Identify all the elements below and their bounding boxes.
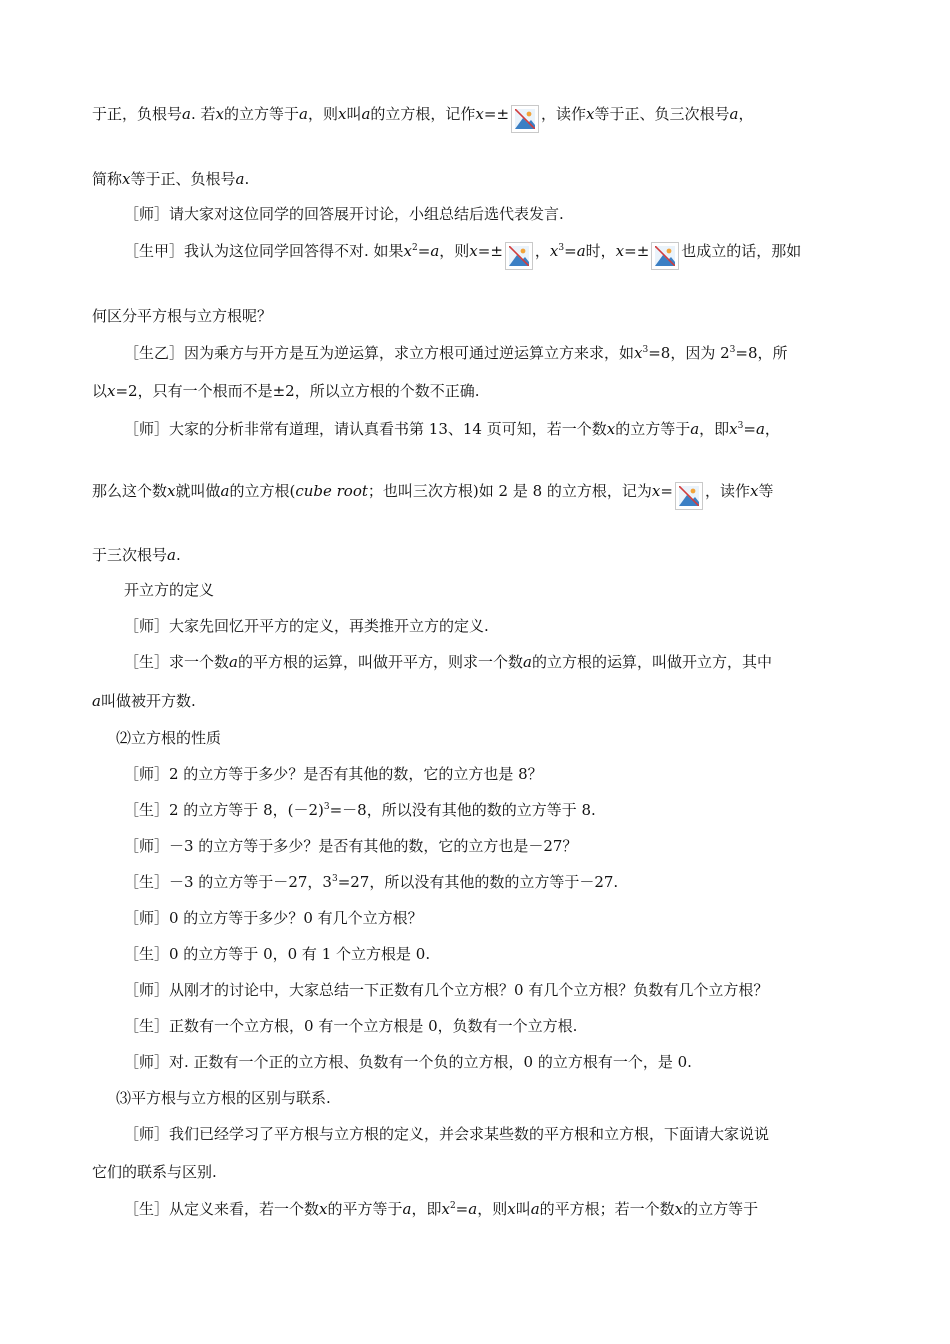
section-heading-square-vs-cube-root: ⑶平方根与立方根的区别与联系. bbox=[116, 1089, 331, 1107]
text-line-17: ［生］2 的立方等于 8，$(-2)^3=-8$，所以没有其他的数的立方等于 8. bbox=[124, 801, 596, 819]
section-heading-cube-root-properties: ⑵立方根的性质 bbox=[116, 729, 222, 747]
text-line-16: ［师］2 的立方等于多少？是否有其他的数，它的立方也是 8？ bbox=[124, 765, 543, 783]
text-line-9: 那么这个数x就叫做a的立方根(cube root；也叫三次方根)如 2 是 8 的立方根，记为x= ，读作x等 bbox=[92, 481, 773, 510]
text-line-22: ［师］从刚才的讨论中，大家总结一下正数有几个立方根？0 有几个立方根？负数有几个立方根？ bbox=[124, 981, 769, 999]
text-line-5: 何区分平方根与立方根呢？ bbox=[92, 307, 273, 325]
text-line-6: ［生乙］因为乘方与开方是互为逆运算，求立方根可通过逆运算立方来求，如$x^3=8$，因为 $2^3=8$，所 bbox=[124, 344, 788, 362]
text-line-8: ［师］大家的分析非常有道理，请认真看书第 13、14 页可知，若一个数x的立方等于a，即$x^3=a$， bbox=[124, 420, 780, 438]
text-line-21: ［生］0 的立方等于 0，0 有 1 个立方根是 0. bbox=[124, 945, 431, 963]
text-line-20: ［师］0 的立方等于多少？0 有几个立方根？ bbox=[124, 909, 423, 927]
section-heading-cube-root-operation: 开立方的定义 bbox=[124, 581, 215, 599]
text-line-3: ［师］请大家对这位同学的回答展开讨论，小组总结后选代表发言. bbox=[124, 205, 564, 223]
text-line-28: ［生］从定义来看，若一个数x的平方等于a，即$x^2=a$，则x叫a的平方根；若一个数x的立方等于 bbox=[124, 1200, 759, 1218]
text-line-27: 它们的联系与区别. bbox=[92, 1163, 217, 1181]
broken-image-icon bbox=[675, 482, 703, 510]
text-line-1: 于正，负根号a. 若x的立方等于a，则x叫a的立方根，记作x=± ，读作x等于正、负三次根号a， bbox=[92, 104, 754, 133]
broken-image-icon bbox=[651, 242, 679, 270]
text-line-4: ［生甲］我认为这位同学回答得不对. 如果$x^2=a$，则x=± ，$x^3=a$时，x=± 也成立的话，那如 bbox=[124, 241, 801, 270]
broken-image-icon bbox=[505, 242, 533, 270]
text-line-23: ［生］正数有一个立方根，0 有一个立方根是 0，负数有一个立方根. bbox=[124, 1017, 578, 1035]
text-line-19: ［生］－3 的立方等于－27，$3^3=27$，所以没有其他的数的立方等于－27. bbox=[124, 873, 619, 891]
text-line-10: 于三次根号a. bbox=[92, 546, 181, 564]
text-line-7: 以x=2，只有一个根而不是±2，所以立方根的个数不正确. bbox=[92, 382, 480, 400]
text-line-14: a叫做被开方数. bbox=[92, 692, 196, 710]
text-line-2: 简称x等于正、负根号a. bbox=[92, 170, 250, 188]
text-line-24: ［师］对. 正数有一个正的立方根、负数有一个负的立方根，0 的立方根有一个，是 0. bbox=[124, 1053, 692, 1071]
text-line-13: ［生］求一个数a的平方根的运算，叫做开平方，则求一个数a的立方根的运算，叫做开立方，其中 bbox=[124, 653, 772, 671]
text-line-12: ［师］大家先回忆开平方的定义，再类推开立方的定义. bbox=[124, 617, 489, 635]
broken-image-icon bbox=[511, 105, 539, 133]
text-line-18: ［师］－3 的立方等于多少？是否有其他的数，它的立方也是－27？ bbox=[124, 837, 578, 855]
text-line-26: ［师］我们已经学习了平方根与立方根的定义，并会求某些数的平方根和立方根，下面请大家说说 bbox=[124, 1125, 770, 1143]
